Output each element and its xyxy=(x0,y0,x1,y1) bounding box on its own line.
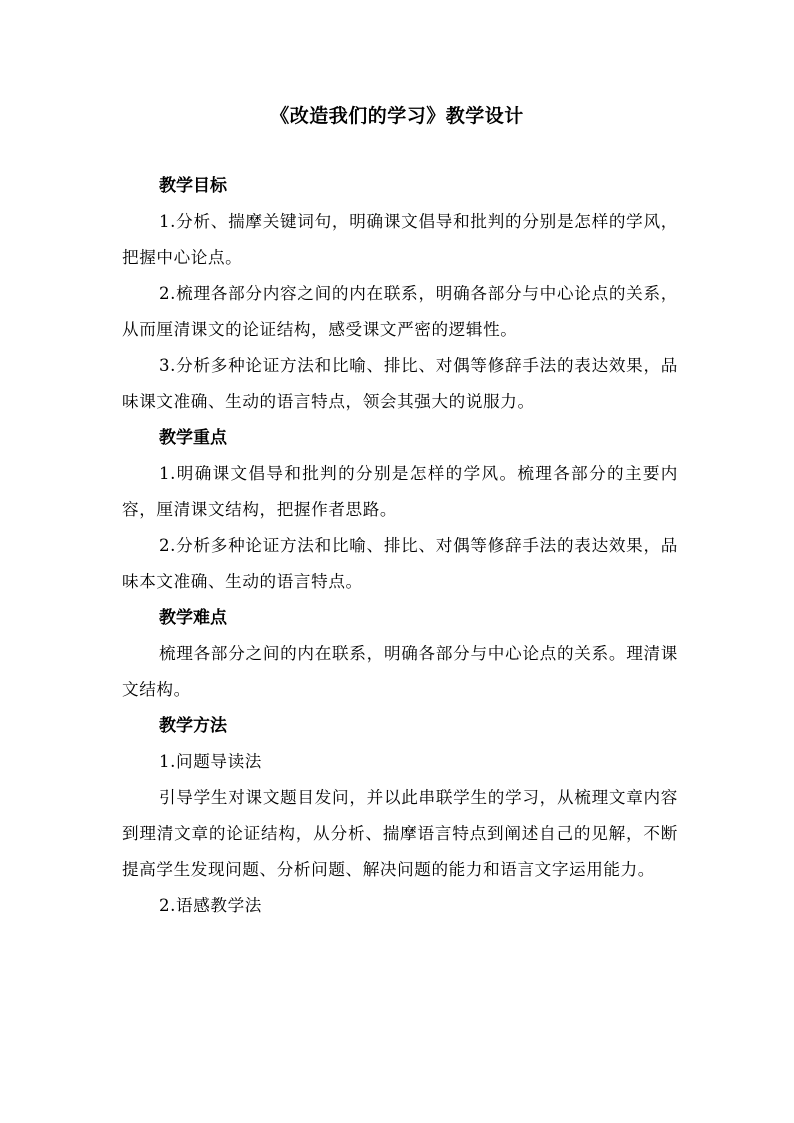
section-teaching-key-points xyxy=(122,420,678,600)
paragraph: 3.分析多种论证方法和比喻、排比、对偶等修辞手法的表达效果，品味课文准确、生动的语言特点，领会其强大的说服力。 xyxy=(122,356,678,411)
section-teaching-objectives xyxy=(122,168,678,420)
paragraph: 1.分析、揣摩关键词句，明确课文倡导和批判的分别是怎样的学风，把握中心论点。 xyxy=(122,212,678,267)
document-body xyxy=(122,168,678,924)
paragraph: 2.梳理各部分内容之间的内在联系，明确各部分与中心论点的关系，从而厘清课文的论证结构，感受课文严密的逻辑性。 xyxy=(122,284,678,339)
paragraph: 2.分析多种论证方法和比喻、排比、对偶等修辞手法的表达效果，品味本文准确、生动的语言特点。 xyxy=(122,536,678,591)
section-heading: 教学目标 xyxy=(159,176,227,196)
section-teaching-difficulties xyxy=(122,600,678,708)
paragraph: 2.语感教学法 xyxy=(159,896,263,915)
paragraph: 1.明确课文倡导和批判的分别是怎样的学风。梳理各部分的主要内容，厘清课文结构，把握作者思路。 xyxy=(122,464,678,519)
paragraph: 梳理各部分之间的内在联系，明确各部分与中心论点的关系。理清课文结构。 xyxy=(122,644,678,699)
section-teaching-methods xyxy=(122,708,678,924)
paragraph: 引导学生对课文题目发问，并以此串联学生的学习，从梳理文章内容到理清文章的论证结构，从分析、揣摩语言特点到阐述自己的见解，不断提高学生发现问题、分析问题、解决问题的能力和语言文字运用能力。 xyxy=(122,788,678,879)
paragraph: 1.问题导读法 xyxy=(159,752,263,771)
document-title: 《改造我们的学习》教学设计 xyxy=(270,105,524,127)
section-heading: 教学方法 xyxy=(159,716,227,736)
section-heading: 教学难点 xyxy=(159,608,227,628)
section-heading: 教学重点 xyxy=(159,428,227,448)
